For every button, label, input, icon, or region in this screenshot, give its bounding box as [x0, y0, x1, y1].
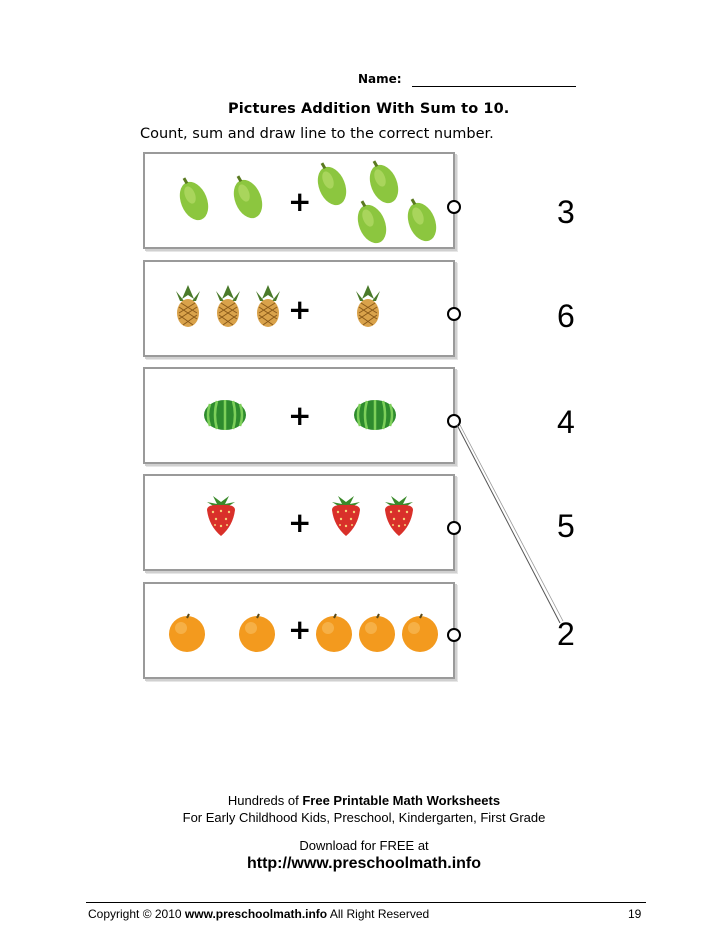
copyright-text	[88, 907, 429, 921]
footer-line-3: Download for FREE at	[299, 838, 429, 853]
footer-url-link[interactable]: http://www.preschoolmath.info	[246, 855, 482, 872]
footer-line-1-bold: Free Printable Math Worksheets	[302, 793, 501, 808]
plus-sign: +	[288, 399, 312, 432]
copyright-site-link[interactable]: www.preschoolmath.info	[184, 907, 328, 921]
answer-number[interactable]: 5	[557, 508, 575, 544]
copyright-suffix: All Right Reserved	[327, 907, 430, 921]
plus-sign: +	[288, 506, 312, 539]
answer-number[interactable]: 3	[557, 194, 575, 230]
answer-number[interactable]: 6	[557, 298, 575, 334]
plus-sign: +	[288, 613, 312, 646]
page-number: 19	[628, 907, 642, 921]
plus-sign: +	[288, 185, 312, 218]
footer-divider	[86, 902, 646, 903]
footer-line-2: For Early Childhood Kids, Preschool, Kindergarten, First Grade	[182, 810, 546, 825]
plus-sign: +	[288, 293, 312, 326]
answer-number[interactable]: 4	[557, 404, 575, 440]
worksheet-title: Pictures Addition With Sum to 10.	[228, 101, 510, 117]
answer-number[interactable]: 2	[557, 616, 575, 652]
copyright-prefix: Copyright © 2010	[88, 907, 185, 921]
footer-line-1-prefix: Hundreds of	[227, 793, 303, 808]
name-label: Name:	[358, 72, 402, 86]
worksheet-instruction: Count, sum and draw line to the correct number.	[140, 126, 494, 142]
footer-line-1	[0, 793, 728, 808]
